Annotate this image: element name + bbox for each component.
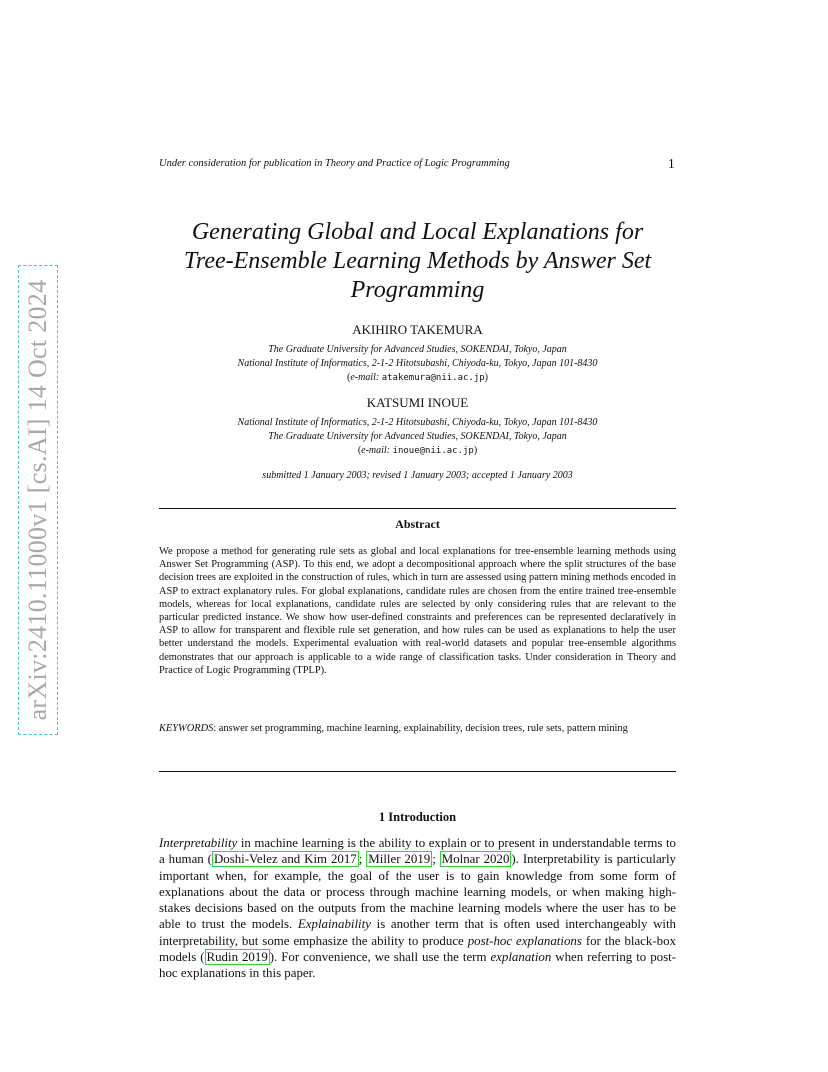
- page-number: 1: [668, 156, 675, 171]
- author-affiliation: National Institute of Informatics, 2-1-2 Hitotsubashi, Chiyoda-ku, Tokyo, Japan 101-8430: [237, 417, 598, 428]
- term: post-hoc explanations: [467, 933, 582, 948]
- text-run: when referring to post-hoc explanations in this paper.: [159, 950, 676, 981]
- term: Interpretability: [159, 836, 238, 850]
- term: explanation: [490, 950, 552, 965]
- running-title: Under consideration for publication in Theory and Practice of Logic Programming: [159, 158, 510, 169]
- intro-paragraph: [159, 835, 676, 982]
- term: Explainability: [297, 917, 371, 932]
- title-line-3: Programming: [350, 277, 485, 303]
- citation-link[interactable]: Rudin 2019: [206, 950, 268, 965]
- author-affiliation: The Graduate University for Advanced Studies, SOKENDAI, Tokyo, Japan: [268, 431, 567, 442]
- author-email-line: (e-mail: atakemura@nii.ac.jp): [346, 372, 489, 383]
- abstract-heading: Abstract: [395, 517, 440, 531]
- text-run: for the black-box models (: [159, 933, 676, 965]
- author-affiliation: National Institute of Informatics, 2-1-2 Hitotsubashi, Chiyoda-ku, Tokyo, Japan 101-8430: [237, 358, 598, 369]
- text-run: in machine learning is the ability to explain or to present in understandable terms to a human (: [159, 836, 676, 867]
- text-run: is another term that is often used interchangeably with interpretability, but some emphasize the ability to produce: [159, 917, 676, 948]
- author-email[interactable]: atakemura@nii.ac.jp: [381, 373, 485, 383]
- keywords: [159, 722, 676, 735]
- divider: [159, 771, 676, 772]
- arxiv-identifier: arXiv:2410.11000v1 [cs.AI] 14 Oct 2024: [23, 279, 52, 721]
- email-label: e-mail:: [361, 445, 391, 456]
- keywords-label: KEYWORDS: [159, 723, 214, 734]
- submission-dates: submitted 1 January 2003; revised 1 January 2003; accepted 1 January 2003: [262, 470, 573, 481]
- section-heading: 1 Introduction: [378, 810, 457, 824]
- title-line-2: Tree-Ensemble Learning Methods by Answer Set: [183, 248, 652, 274]
- abstract-text: We propose a method for generating rule sets as global and local explanations for tree-ensemble learning methods using Answer Set Programming (ASP). To this end, we adopt a decompositional approach where the split structures of the base decision trees are exploited in the construction of rules, which in turn are assessed using pattern mining methods encoded in ASP to extract explanatory rules. For global explanations, candidate rules are chosen from the entire trained tree-ensemble models, whereas for local explanations, candidate rules are selected by only considering rules that are relevant to the particular predicted instance. We show how user-defined constraints and preferences can be represented declaratively in ASP to allow for transparent and flexible rule set generation, and how rules can be used as explanations to help the user better understand the models. Experimental evaluation with real-world datasets and popular tree-ensemble algorithms demonstrates that our approach is applicable to a wide range of classification tasks. Under consideration in Theory and Practice of Logic Programming (TPLP).: [159, 546, 676, 676]
- author-email[interactable]: inoue@nii.ac.jp: [392, 446, 474, 456]
- text-run: ;: [432, 852, 440, 867]
- keywords-text: : answer set programming, machine learning, explainability, decision trees, rule sets, pattern mining: [213, 723, 628, 734]
- author-name: KATSUMI INOUE: [366, 395, 469, 410]
- divider: [159, 508, 676, 509]
- title-line-1: Generating Global and Local Explanations for: [191, 219, 644, 245]
- citation-link[interactable]: Molnar 2020: [441, 852, 510, 867]
- author-email-line: (e-mail: inoue@nii.ac.jp): [357, 445, 478, 456]
- author-name: AKIHIRO TAKEMURA: [352, 322, 483, 337]
- author-affiliation: The Graduate University for Advanced Studies, SOKENDAI, Tokyo, Japan: [268, 344, 567, 355]
- citation-link[interactable]: Doshi-Velez and Kim 2017: [213, 852, 357, 867]
- text-run: ). For convenience, we shall use the term: [269, 950, 491, 965]
- arxiv-stamp: [18, 265, 58, 735]
- email-label: e-mail:: [350, 372, 380, 383]
- text-run: ). Interpretability is particularly important when, for example, the goal of the user is to gain knowledge from some form of explanations about the data or process through machine learning models, or when making high-stakes decisions based on the outputs from the machine learning models where the user has to be able to trust the models.: [159, 852, 677, 932]
- citation-link[interactable]: Miller 2019: [368, 852, 431, 867]
- text-run: ;: [358, 852, 367, 867]
- paper-title: [159, 218, 676, 305]
